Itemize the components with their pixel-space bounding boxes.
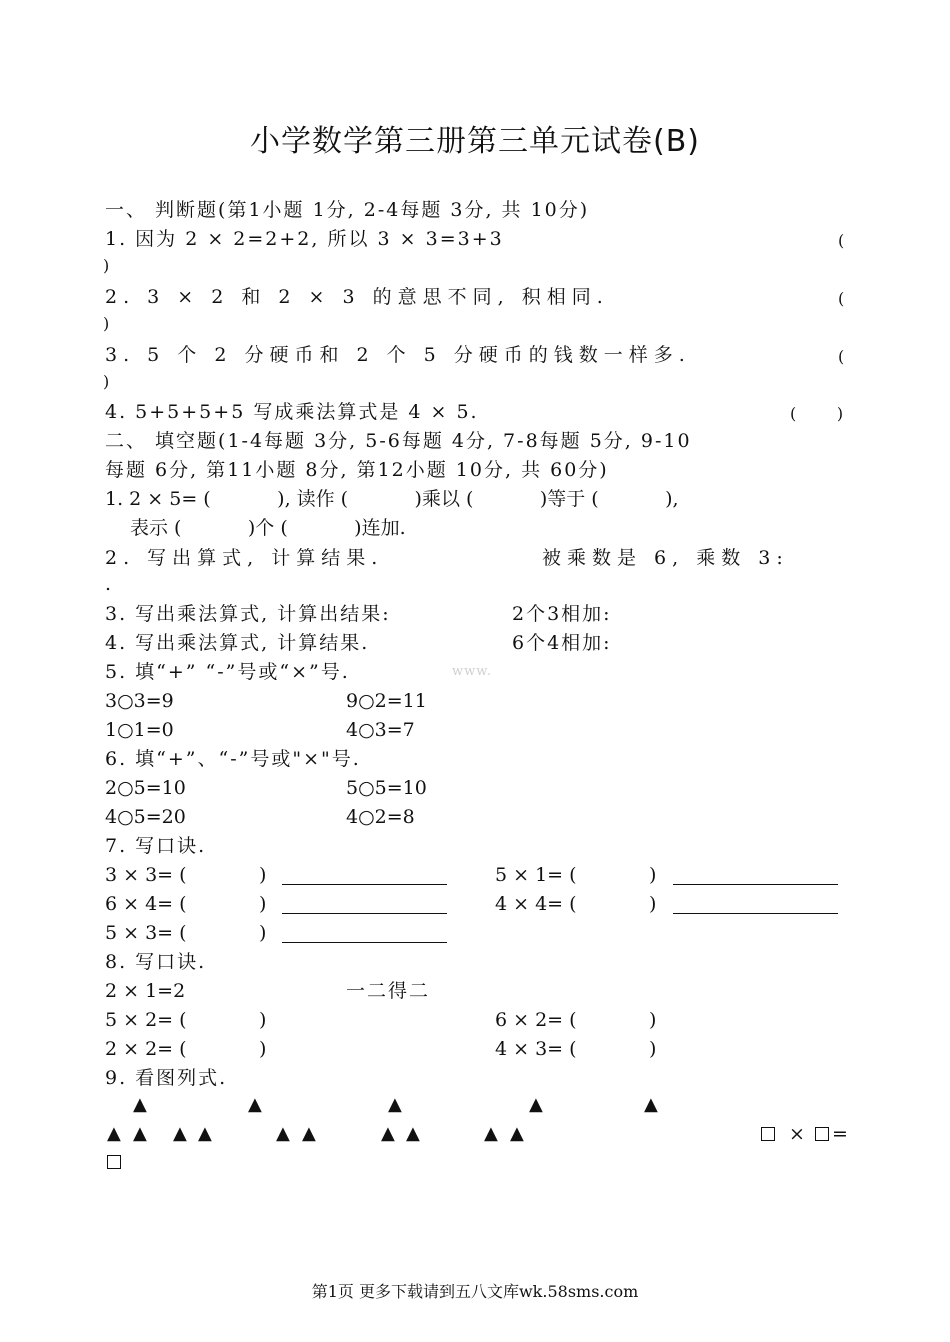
answer-box-2[interactable]: [815, 1127, 829, 1141]
s2-question-1-line1: 1. 2 × 5= ( ), 读作 ( )乘以 ( )等于 ( ),: [105, 488, 679, 510]
answer-box-3[interactable]: [107, 1155, 121, 1169]
triangle-icon: ▲: [484, 1123, 498, 1144]
watermark: www.: [452, 664, 492, 679]
s1-question-4: 4. 5+5+5+5 写成乘法算式是 4 × 5.: [105, 401, 479, 423]
s2-question-6: 6. 填“+”、“-”号或"×"号.: [105, 748, 361, 770]
equals-sign: =: [832, 1123, 848, 1145]
s1-q3-answer-close: ): [103, 372, 110, 391]
s2-q8-item-2: 一二得二: [346, 980, 431, 1002]
s2-question-4: 4. 写出乘法算式, 计算结果.: [105, 632, 370, 654]
s1-q1-answer-close: ): [103, 256, 110, 275]
s2-q7-blank-5[interactable]: [282, 942, 447, 943]
s2-question-1-line2: 表示 ( )个 ( )连加.: [130, 517, 406, 539]
s2-q7-item-1: 3 × 3= ( ): [105, 864, 267, 886]
triangle-icon: ▲: [529, 1094, 543, 1115]
triangle-icon: ▲: [107, 1123, 121, 1144]
s2-q7-item-5: 5 × 3= ( ): [105, 922, 267, 944]
s2-q5-item-1: 3○3=9: [105, 690, 174, 712]
s1-q1-answer-open[interactable]: (: [838, 231, 845, 250]
s2-q7-item-4: 4 × 4= ( ): [495, 893, 657, 915]
s2-q8-item-3: 5 × 2= ( ): [105, 1009, 267, 1031]
s1-q4-answer[interactable]: ( ): [790, 404, 844, 423]
triangle-icon: ▲: [276, 1123, 290, 1144]
s2-question-2-prompt: 被乘数是 6, 乘数 3:: [542, 547, 789, 569]
s2-q8-item-1: 2 × 1=2: [105, 980, 186, 1002]
s2-q7-item-3: 6 × 4= ( ): [105, 893, 267, 915]
triangle-icon: ▲: [406, 1123, 420, 1144]
s2-question-7: 7. 写口诀.: [105, 835, 207, 857]
times-sign: ×: [789, 1123, 805, 1145]
s2-q7-blank-1[interactable]: [282, 884, 447, 885]
section2-heading-line1: 二、 填空题(1-4每题 3分, 5-6每题 4分, 7-8每题 5分, 9-10: [105, 430, 692, 452]
triangle-icon: ▲: [133, 1094, 147, 1115]
s2-q5-item-4: 4○3=7: [346, 719, 415, 741]
s2-q7-item-2: 5 × 1= ( ): [495, 864, 657, 886]
s2-q6-item-3: 4○5=20: [105, 806, 186, 828]
s2-question-5: 5. 填“+” “-”号或“×”号.: [105, 661, 350, 683]
s1-question-3: 3. 5 个 2 分硬币和 2 个 5 分硬币的钱数一样多.: [105, 344, 691, 366]
triangle-icon: ▲: [248, 1094, 262, 1115]
s2-question-8: 8. 写口诀.: [105, 951, 207, 973]
page-title: 小学数学第三册第三单元试卷(B): [250, 124, 700, 159]
s1-q3-answer-open[interactable]: (: [838, 347, 845, 366]
s2-q5-item-3: 1○1=0: [105, 719, 174, 741]
section2-heading-line2: 每题 6分, 第11小题 8分, 第12小题 10分, 共 60分): [105, 459, 609, 481]
s1-q2-answer-open[interactable]: (: [838, 289, 845, 308]
triangle-icon: ▲: [173, 1123, 187, 1144]
s2-q7-blank-3[interactable]: [282, 913, 447, 914]
s1-question-1: 1. 因为 2 × 2=2+2, 所以 3 × 3=3+3: [105, 228, 504, 250]
triangle-icon: ▲: [198, 1123, 212, 1144]
s2-question-3: 3. 写出乘法算式, 计算出结果:: [105, 603, 391, 625]
s2-q6-item-4: 4○2=8: [346, 806, 415, 828]
s2-q6-item-2: 5○5=10: [346, 777, 427, 799]
section1-heading: 一、 判断题(第1小题 1分, 2-4每题 3分, 共 10分): [105, 199, 590, 221]
s2-question-2: 2. 写出算式, 计算结果.: [105, 547, 384, 569]
s2-question-9: 9. 看图列式.: [105, 1067, 228, 1089]
s2-q8-item-6: 4 × 3= ( ): [495, 1038, 657, 1060]
triangle-icon: ▲: [302, 1123, 316, 1144]
triangle-icon: ▲: [381, 1123, 395, 1144]
s1-q2-answer-close: ): [103, 314, 110, 333]
s2-q5-item-2: 9○2=11: [346, 690, 427, 712]
s2-q6-item-1: 2○5=10: [105, 777, 186, 799]
s2-q8-item-5: 2 × 2= ( ): [105, 1038, 267, 1060]
s2-question-3-prompt: 2个3相加:: [512, 603, 612, 625]
triangle-icon: ▲: [644, 1094, 658, 1115]
s2-question-2-dot: .: [105, 573, 112, 595]
answer-box-1[interactable]: [761, 1127, 775, 1141]
s2-question-4-prompt: 6个4相加:: [512, 632, 612, 654]
page-footer: 第1页 更多下载请到五八文库wk.58sms.com: [311, 1282, 639, 1301]
s2-q7-blank-2[interactable]: [673, 884, 838, 885]
s2-q7-blank-4[interactable]: [673, 913, 838, 914]
s2-q8-item-4: 6 × 2= ( ): [495, 1009, 657, 1031]
s1-question-2: 2. 3 × 2 和 2 × 3 的意思不同, 积相同.: [105, 286, 609, 308]
triangle-icon: ▲: [133, 1123, 147, 1144]
triangle-icon: ▲: [388, 1094, 402, 1115]
triangle-icon: ▲: [510, 1123, 524, 1144]
